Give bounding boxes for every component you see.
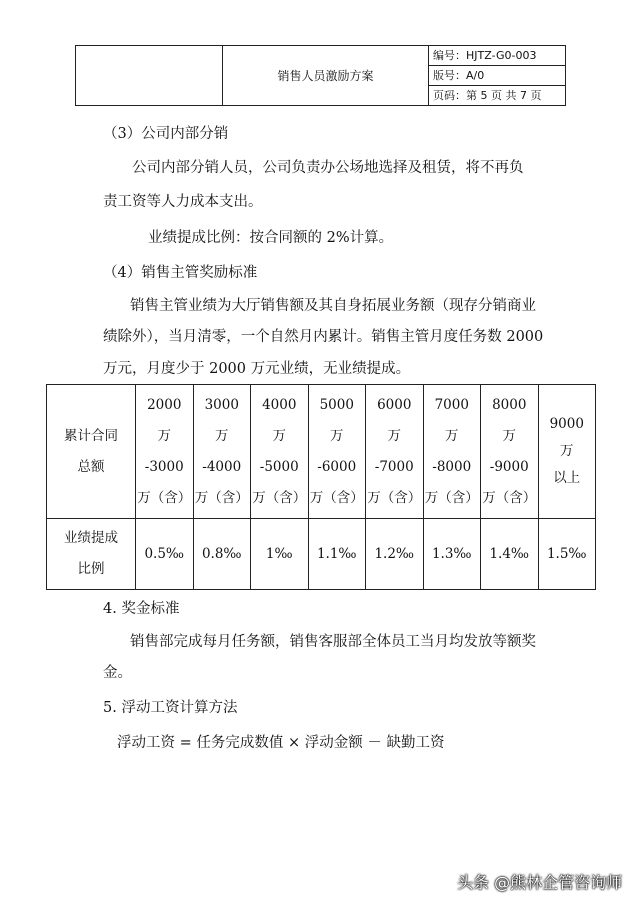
row-header-amount: 累计合同 总额: [47, 385, 136, 519]
bonus-heading: 4. 奖金标准: [103, 601, 180, 617]
document-header: [75, 45, 566, 106]
rate-cell: 1.5‰: [538, 519, 596, 590]
rate-cell: 1.2‰: [366, 519, 424, 590]
page-number: 页码：第 5 页 共 7 页: [429, 86, 566, 106]
rate-cell: 1.4‰: [481, 519, 539, 590]
float-wage-formula: 浮动工资 = 任务完成数值 × 浮动金额 － 缺勤工资: [117, 735, 445, 751]
bonus-paragraph-line1: 销售部完成每月任务额，销售客服部全体员工当月均发放等额奖: [130, 634, 536, 650]
bonus-paragraph-line2: 金。: [103, 665, 132, 681]
section4-paragraph-line3: 万元，月度少于 2000 万元业绩，无业绩提成。: [103, 361, 411, 377]
document-number: 编号：HJTZ-G0-003: [429, 46, 566, 66]
section3-paragraph-line1: 公司内部分销人员，公司负责办公场地选择及租赁，将不再负: [132, 160, 524, 176]
rate-cell: 1.1‰: [308, 519, 366, 590]
amount-range-cell: 4000 万 -5000 万（含）: [251, 385, 309, 519]
watermark: 头条 @熊林企管咨询师: [457, 873, 623, 892]
rate-cell: 1‰: [251, 519, 309, 590]
rate-cell: 0.5‰: [136, 519, 194, 590]
amount-range-cell: 8000 万 -9000 万（含）: [481, 385, 539, 519]
table-row-rate: [47, 519, 596, 590]
amount-range-cell: 3000 万 -4000 万（含）: [193, 385, 251, 519]
row-header-rate: 业绩提成 比例: [47, 519, 136, 590]
amount-range-cell: 6000 万 -7000 万（含）: [366, 385, 424, 519]
section4-paragraph-line1: 销售主管业绩为大厅销售额及其自身拓展业务额（现存分销商业: [130, 298, 536, 314]
section3-ratio-line: 业绩提成比例：按合同额的 2%计算。: [148, 230, 394, 246]
rate-cell: 1.3‰: [423, 519, 481, 590]
amount-range-cell: 9000 万 以上: [538, 385, 596, 519]
document-version: 版号：A/0: [429, 66, 566, 86]
amount-range-cell: 7000 万 -8000 万（含）: [423, 385, 481, 519]
section3-heading: （3）公司内部分销: [103, 126, 229, 142]
rate-cell: 0.8‰: [193, 519, 251, 590]
table-row-amount: [47, 385, 596, 519]
commission-table: [46, 384, 596, 590]
document-title: 销售人员激励方案: [223, 46, 429, 106]
section3-paragraph-line2: 责工资等人力成本支出。: [103, 194, 263, 210]
amount-range-cell: 5000 万 -6000 万（含）: [308, 385, 366, 519]
amount-range-cell: 2000 万 -3000 万（含）: [136, 385, 194, 519]
section4-paragraph-line2: 绩除外），当月清零，一个自然月内累计。销售主管月度任务数 2000: [103, 329, 544, 345]
float-wage-heading: 5. 浮动工资计算方法: [103, 700, 238, 716]
section4-heading: （4）销售主管奖励标准: [103, 265, 258, 281]
header-logo-cell: [76, 46, 223, 106]
